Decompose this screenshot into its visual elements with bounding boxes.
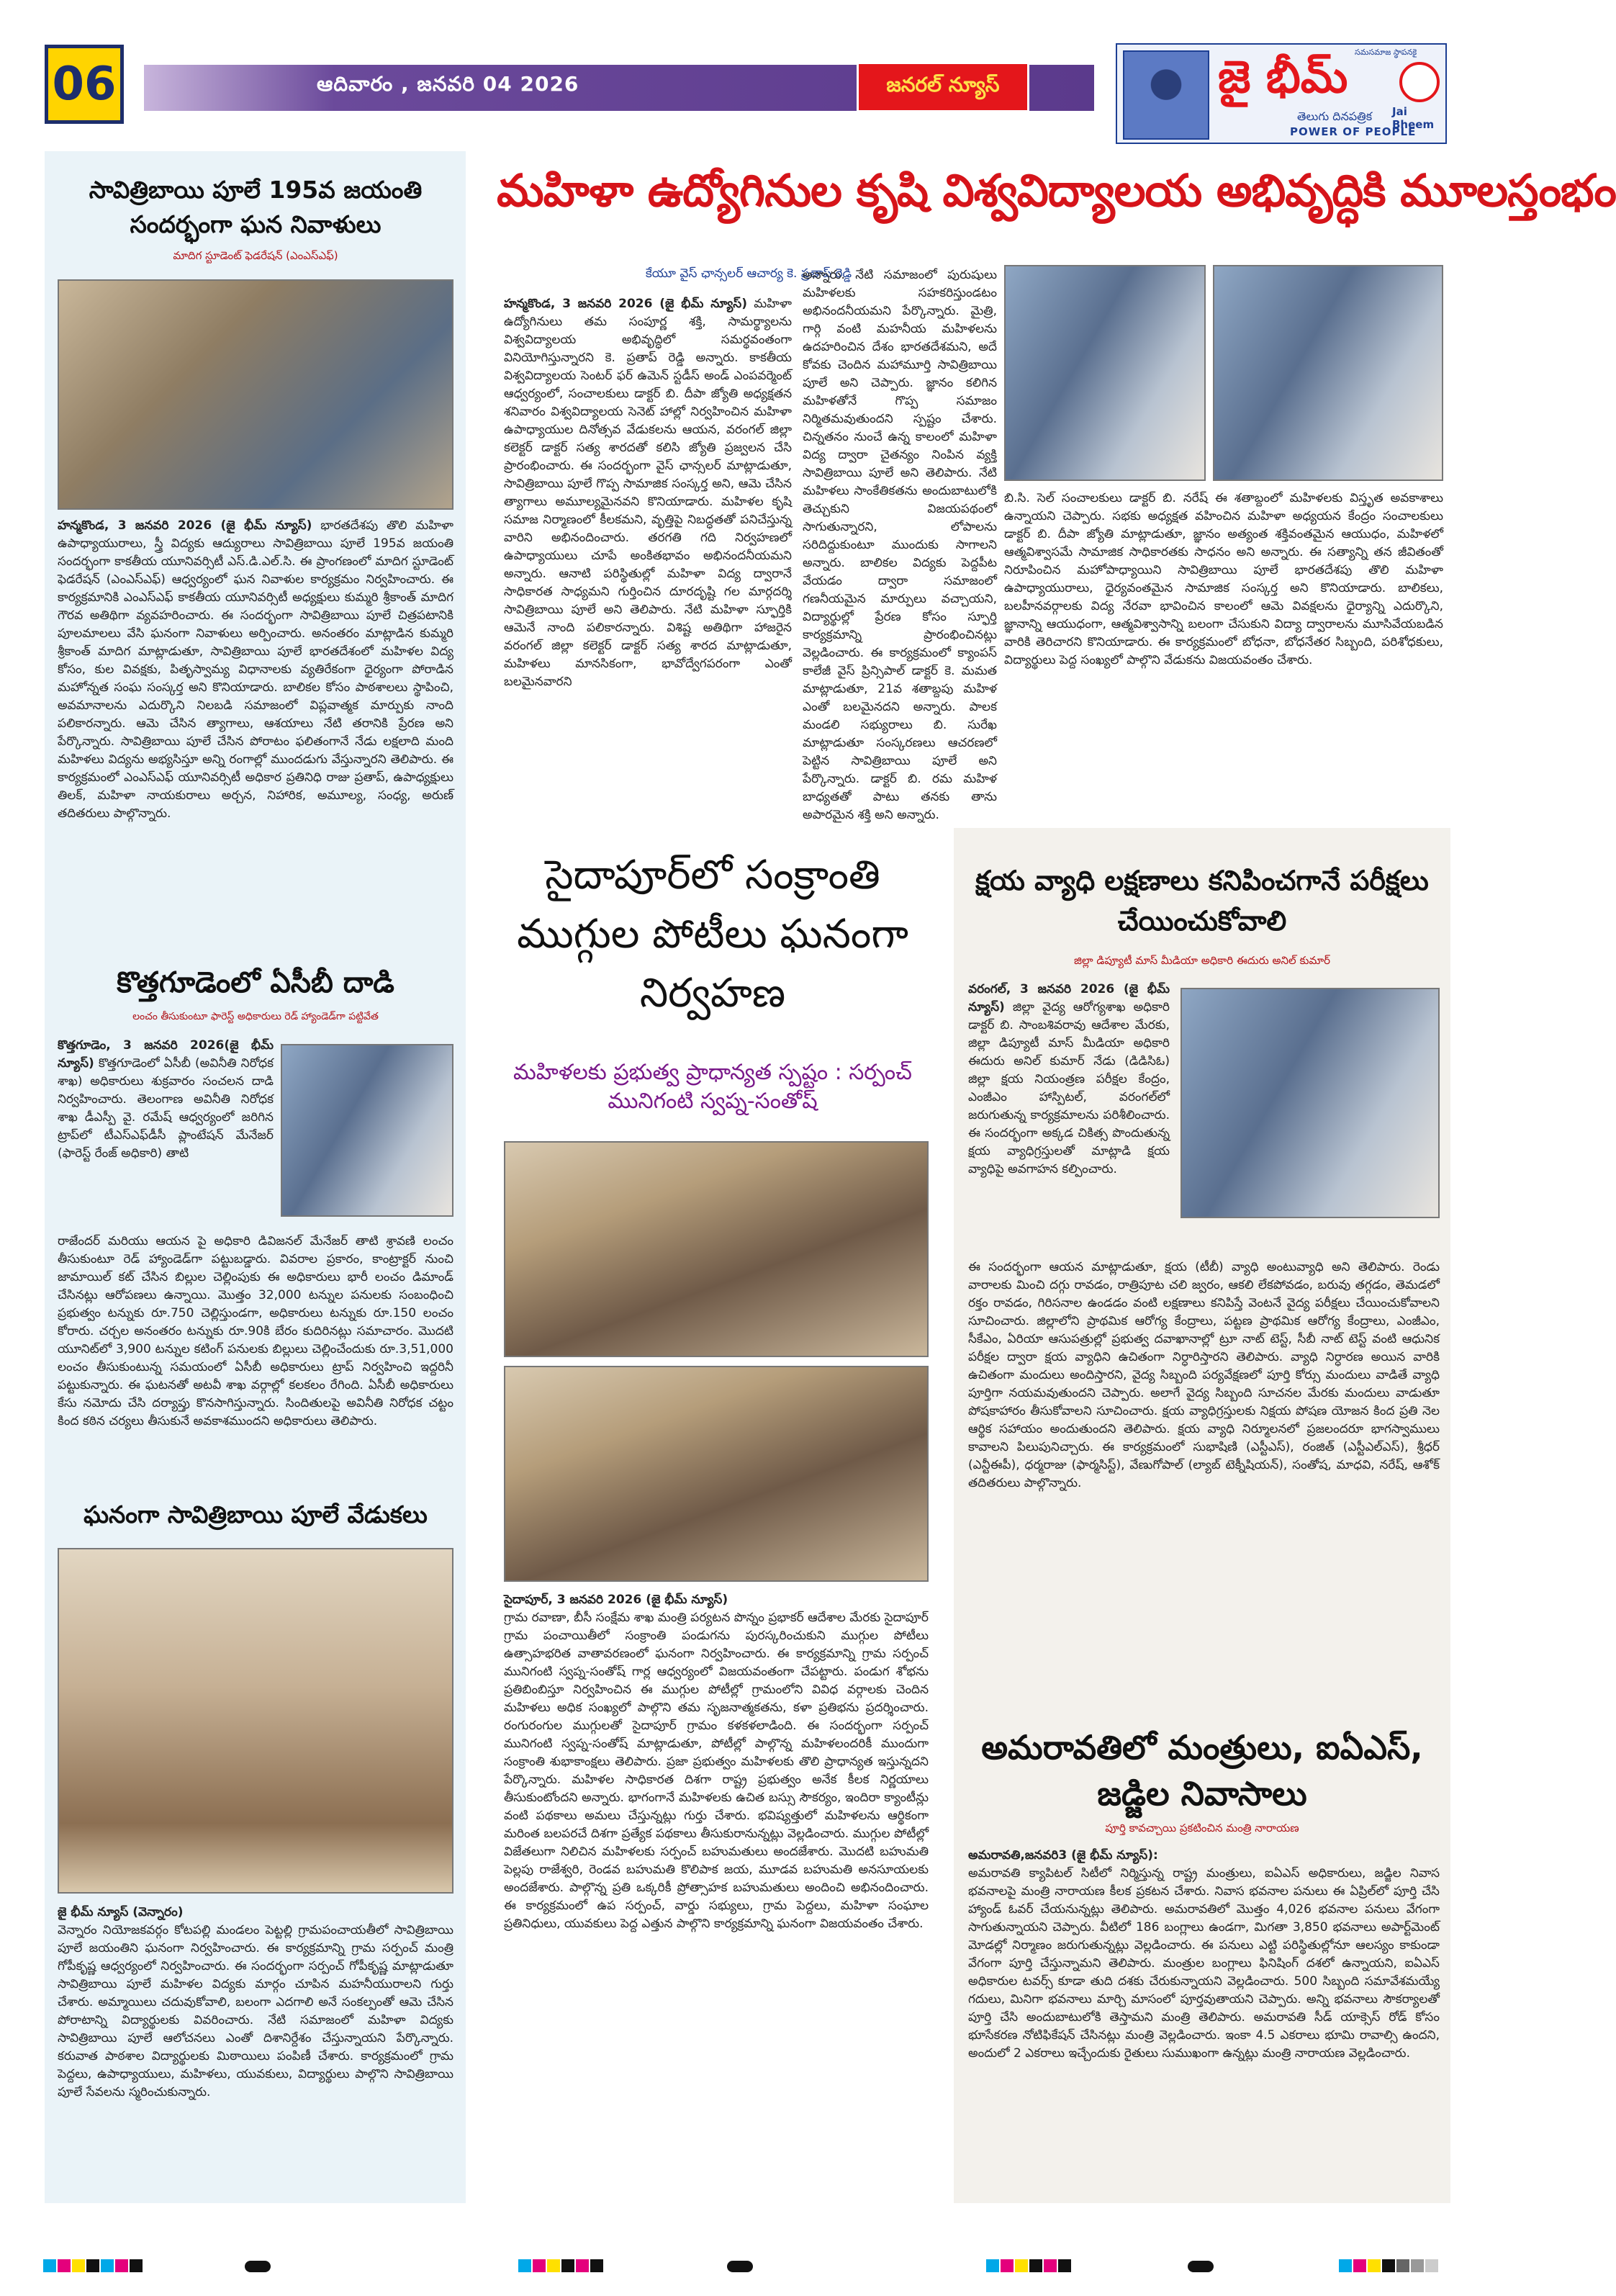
tb-photo (1181, 988, 1440, 1218)
lead-photo-1 (1004, 265, 1206, 481)
sankranti-headline: సైదాపూర్‌లో సంక్రాంతి ముగ్గుల పోటీలు ఘనంగా నిర్వహణ (517, 852, 908, 1017)
registration-marks-center-left (518, 2259, 605, 2275)
page-number: 06 (52, 58, 117, 111)
sankranti-dateline: సైదాపూర్, 3 జనవరి 2026 (జై భీమ్ న్యూస్) (504, 1593, 728, 1607)
savitribai-headline: సావిత్రిబాయి పూలే 195వ జయంతి సందర్భంగా ఘన నివాళులు (89, 176, 423, 238)
amaravati-body: అమరావతి,జనవరి3 (జై భీమ్ న్యూస్): అమరావతి క్యాపిటల్ సిటీలో నిర్మిస్తున్న రాష్ట్ర మంత్రులు, ఐఏఎస్ అధికారులు, జడ్జిల నివాస భవనాలపై మంత్రి నారాయణ కీలక ప్రకటన చేశారు. నివాస భవనాల పనులు ఈ ఏప్రిల్‌లో పూర్తి చేసి హ్యాండ్ ఓవర్ చేయనున్నట్లు తెలిపారు. అమరావతిలో మొత్తం 4,026 భవనాల పనులు వేగంగా సాగుతున్నాయని చెప్పారు. వీటిలో 186 బంగ్లాలు ఉండగా, మిగతా 3,850 భవనాలు అపార్ట్‌మెంట్ మోడల్లో నిర్మాణం జరుగుతున్నట్లు వెల్లడించారు. ఈ పనులు ఎట్టి పరిస్థితుల్లోనూ ఆలస్యం కాకుండా వేగంగా పూర్తి చేస్తున్నామని తెలిపారు. మంత్రుల బంగ్లాలు ఫినిషింగ్ దశలో ఉన్నాయని, ఐఏఎస్ అధికారుల టవర్స్ కూడా తుది దశకు చేరుకున్నాయని వెల్లడించారు. 500 సిబ్బంది సమావేశమయ్యే గదులు, మినిగా భవనాలు మార్చి మాసంలో పూర్తవుతాయని చెప్పారు. అన్ని భవనాలు సౌకర్యాలతో పూర్తి చేసి అందుబాటులోకి తెస్తామని మంత్రి తెలిపారు. అమరావతి సీడ్ యాక్సెస్ రోడ్ కోసం భూసేకరణ నోటిఫికేషన్ చేసినట్లు మంత్రి వెల్లడించారు. ఇంకా 4.5 ఎకరాలు భూమి రావాల్సి ఉందని, అందులో 2 ఎకరాలు ఇచ్చేందుకు రైతులు సుముఖంగా ఉన్నట్లు మంత్రి నారాయణ వెల్లడించారు. (968, 1848, 1440, 2061)
acb-body-top: కొత్తగూడెం, 3 జనవరి 2026(జై భీమ్ న్యూస్) కొత్తగూడెంలో ఏసీబీ (అవినీతి నిరోధక శాఖ) అధికారులు శుక్రవారం సంచలన దాడి నిర్వహించారు. తెలంగాణ అవినీతి నిరోధక శాఖ డీఎస్పీ వై. రమేష్ ఆధ్వర్యంలో జరిగిన ట్రాప్‌లో టీఎస్‌ఎఫ్‌డీసీ ప్లాంటేషన్ మేనేజర్ (ఫారెస్ట్ రేంజ్ అధికారి) తాటి (58, 1038, 274, 1161)
amaravati-dateline: అమరావతి,జనవరి3 (జై భీమ్ న్యూస్): (968, 1848, 1158, 1863)
brand-tagline: POWER OF PEOPLE (1290, 125, 1417, 138)
tb-body: ఈ సందర్భంగా ఆయన మాట్లాడుతూ, క్షయ (టీబీ) వ్యాధి అంటువ్యాధి అని తెలిపారు. రెండు వారాలకు మించి దగ్గు రావడం, రాత్రిపూట చలి జ్వరం, ఆకలి లేకపోవడం, బరువు తగ్గడం, తెమడలో రక్తం రావడం, గిరిసనాల ఉండడం వంటి లక్షణాలు కనిపిస్తే వెంటనే వైద్య పరీక్షలు చేయించుకోవాలని సూచించారు. జిల్లాలోని ప్రాథమిక ఆరోగ్య కేంద్రాలు, పట్టణ ప్రాథమిక ఆరోగ్య కేంద్రాలు, ఎంజీఎం, సీకేఎం, ఏరియా ఆసుపత్రుల్లో ప్రభుత్వ దవాఖానాల్లో ట్రూ నాట్ టెస్ట్, సీబీ నాట్ టెస్ట్ వంటి ఆధునిక పరీక్షల ద్వారా క్షయ వ్యాధిని ఉచితంగా నిర్ధారిస్తారని తెలిపారు. వ్యాధి నిర్ధారణ అయిన వారికి ఉచితంగా మందులు అందిస్తారని, వైద్య సిబ్బంది పర్యవేక్షణలో పూర్తి కోర్సు మందులు వాడితే వ్యాధి పూర్తిగా నయమవుతుందని చెప్పారు. అలాగే వైద్య సిబ్బంది సూచనల మేరకు మందులు వాడుతూ పోషకాహారం తీసుకోవాలని సూచించారు. క్షయ వ్యాధిగ్రస్తులకు నిక్షయ పోషణ యోజన కింద ప్రతి నెల ఆర్థిక సహాయం అందుతుందని తెలిపారు. క్షయ వ్యాధి నిర్మూలనలో ప్రజలందరూ భాగస్వాములు కావాలని పిలుపునిచ్చారు. ఈ కార్యక్రమంలో సుభాషిణి (ఎస్టీఎస్), రంజిత్ (ఎస్టీఎల్ఎస్), శ్రీధర్ (ఎన్టీఈపీ), ధర్మరాజు (ఫార్మసిస్ట్), వేణుగోపాల్ (ల్యాబ్ టెక్నీషియన్), సంతోష, మాధవి, నరేష్, ఆశోక్ తదితరులు పాల్గొన్నారు. (968, 1260, 1440, 1490)
savitribai-byline: మాదిగ స్టూడెంట్ ఫెడరేషన్ (ఎంఎస్ఎఫ్) (173, 249, 338, 262)
registration-pill-1 (245, 2261, 271, 2275)
lead-headline: మహిళా ఉద్యోగినుల కృషి విశ్వవిద్యాలయ అభివృద్ధికి మూలస్తంభం (497, 164, 1616, 217)
acb-byline: లంచం తీసుకుంటూ ఫారెస్ట్ అధికారులు రెడ్ హ్యాండెడ్‌గా పట్టివేత (132, 1011, 379, 1022)
savitribai-dateline: హన్మకొండ, 3 జనవరి 2026 (జై భీమ్ న్యూస్) (58, 518, 312, 533)
acb-dateline: కొత్తగూడెం, 3 జనవరి 2026(జై భీమ్ న్యూస్) (58, 1038, 274, 1071)
sankranti-subhead: మహిళలకు ప్రభుత్వ ప్రాధాన్యత స్పష్టం : సర్పంచ్ మునిగంటి స్వప్న-సంతోష్ (513, 1060, 912, 1114)
date-line: ఆదివారం , జనవరి 04 2026 (317, 72, 579, 96)
registration-pill-2 (727, 2261, 753, 2275)
registration-marks-left (43, 2259, 144, 2275)
registration-marks-center-right (986, 2259, 1073, 2275)
sankranti-photo-2 (504, 1366, 929, 1582)
registration-pill-3 (1188, 2261, 1214, 2275)
brand-motto: సమసమాజ స్థాపనకై (1355, 48, 1417, 57)
lead-photo-2 (1213, 265, 1443, 481)
brand-name-en: Jai Bheem (1392, 105, 1435, 131)
tb-body-top: వరంగల్, 3 జనవరి 2026 (జై భీమ్ న్యూస్) జిల్లా వైద్య ఆరోగ్యశాఖ అధికారి డాక్టర్ బి. సాంబశివరావు ఆదేశాల మేరకు, జిల్లా డిప్యూటీ మాస్ మీడియా అధికారి ఈదురు అనిల్ కుమార్ నేడు (డిడిసిఓ) జిల్లా క్షయ నియంత్రణ పరీక్షల కేంద్రం, ఎంజీఎం హాస్పిటల్, వరంగల్‌లో జరుగుతున్న కార్యక్రమాలను పరిశీలించారు. ఈ సందర్భంగా అక్కడ చికిత్స పొందుతున్న క్షయ వ్యాధిగ్రస్తులతో మాట్లాడి క్షయ వ్యాధిపై అవగాహన కల్పించారు. (968, 982, 1170, 1176)
lead-col1: హన్మకొండ, 3 జనవరి 2026 (జై భీమ్ న్యూస్) మహిళా ఉద్యోగినులు తమ సంపూర్ణ శక్తి, సామర్థ్యాలను విశ్వవిద్యాలయ అభివృద్ధిలో సమర్థవంతంగా వినియోగిస్తున్నారని కె. ప్రతాప్ రెడ్డి అన్నారు. కాకతీయ విశ్వవిద్యాలయ సెంటర్ ఫర్ ఉమెన్ స్టడీస్ అండ్ ఎంపవర్మెంట్ ఆధ్వర్యంలో, సంచాలకులు డాక్టర్ బి. దీపా జ్యోతి అధ్యక్షతన శనివారం విశ్వవిద్యాలయ సెనెట్ హాల్లో నిర్వహించిన మహిళా ఉపాధ్యాయుల దినోత్సవ వేడుకలను ఆయన, వరంగల్ జిల్లా కలెక్టర్ డాక్టర్ సత్య శారదతో కలిసి జ్యోతి ప్రజ్వలన చేసి ప్రారంభించారు. ఈ సందర్భంగా వైస్ ఛాన్సలర్ మాట్లాడుతూ, సావిత్రిబాయి పూలే గొప్ప సామాజిక సంస్కర్త అని, ఆమె చేసిన త్యాగాలు అమూల్యమైనవని కొనియాడారు. మహిళల కృషి సమాజ నిర్మాణంలో కీలకమని, వృత్తిపై నిబద్ధతతో పనిచేస్తున్న వారిని అభినందించారు. తరగతి గది నిర్వహణలో ఉపాధ్యాయులు చూపే అంకితభావం అభినందనీయమని అన్నారు. ఆనాటి పరిస్థితుల్లో మహిళా విద్య ద్వారానే సాధికారత సాధ్యమని గుర్తించిన దూరదృష్టి గల మార్గదర్శి సావిత్రిబాయి పూలే అని తెలిపారు. నేటి మహిళా స్ఫూర్తికి ఆమెనే నాంది పలికారన్నారు. విశిష్ట అతిథిగా హాజరైన వరంగల్ జిల్లా కలెక్టర్ డాక్టర్ సత్య శారద మాట్లాడుతూ, మహిళలు మానసికంగా, భావోద్వేగపరంగా ఎంతో బలమైనవారని (504, 297, 792, 689)
savitribai-photo (58, 279, 453, 510)
savitribai-body: హన్మకొండ, 3 జనవరి 2026 (జై భీమ్ న్యూస్) భారతదేశపు తొలి మహిళా ఉపాధ్యాయురాలు, స్త్రీ విద్యకు ఆద్యురాలు సావిత్రిబాయి పూలే 195వ జయంతి సందర్భంగా కాకతీయ యూనివర్సిటీ ఎస్.డి.ఎల్.సి. ఈ ప్రాంగణంలో మాదిగ స్టూడెంట్ ఫెడరేషన్ (ఎంఎస్ఎఫ్) ఆధ్వర్యంలో ఘన నివాళుల కార్యక్రమం నిర్వహించారు. ఈ కార్యక్రమానికి ఎంఎస్ఎఫ్ కాకతీయ యూనివర్సిటీ అధ్యక్షులు కుమ్మరి శ్రీకాంత్ మాదిగ గౌరవ అతిథిగా వ్యవహరించారు. ఈ సందర్భంగా సావిత్రిబాయి పూలే చిత్రపటానికి పూలమాలలు వేసి ఘనంగా నివాళులు అర్పించారు. అనంతరం మాట్లాడిన కుమ్మరి శ్రీకాంత్ మాదిగ మాట్లాడుతూ, సావిత్రిబాయి పూలే భారతదేశంలో మహిళల విద్య కోసం, కుల వివక్షకు, పితృస్వామ్య విధానాలకు వ్యతిరేకంగా ధైర్యంగా పోరాడిన మహోన్నత సంఘ సంస్కర్త అని కొనియాడారు. బాలికల కోసం పాఠశాలలు స్థాపించి, అవమానాలను ఎదుర్కొని నిలబడి సమాజంలో విప్లవాత్మక మార్పుకు నాంది పలికారన్నారు. ఆమె చేసిన త్యాగాలు, ఆశయాలు నేటి తరానికి ప్రేరణ అని పేర్కొన్నారు. సావిత్రిబాయి పూలే చేసిన పోరాటం ఫలితంగానే నేడు లక్షలాది మంది మహిళలు విద్యను అభ్యసిస్తూ అన్ని రంగాల్లో ముందడుగు వేస్తున్నారని తెలిపారు. ఈ కార్యక్రమంలో ఎంఎస్ఎఫ్ యూనివర్సిటీ అధికార ప్రతినిధి రాజు ప్రతాప్, ఉపాధ్యక్షులు తిలక్, మహిళా నాయకురాలు అర్చన, నిహారిక, అమూల్య, సంధ్య, అరుణ్ తదితరులు పాల్గొన్నారు. (58, 518, 453, 821)
registration-marks-right (1339, 2259, 1440, 2275)
page-number-box (45, 45, 124, 124)
lead-col3: బి.సి. సెల్ సంచాలకులు డాక్టర్ బి. నరేష్ ఈ శతాబ్దంలో మహిళలకు విస్తృత అవకాశాలు ఉన్నాయని చెప్పారు. సభకు అధ్యక్షత వహించిన మహిళా అధ్యయన కేంద్రం సంచాలకులు డాక్టర్ బి. దీపా జ్యోతి మాట్లాడుతూ, జ్ఞానం అత్యంత శక్తివంతమైన ఆయుధం, మహిళలో ఆత్మవిశ్వాసమే సామాజిక సాధికారతకు సాధనం అని అన్నారు. ఈ సత్యాన్ని తన జీవితంతో నిరూపించిన మహోపాధ్యాయిని సావిత్రిబాయి పూలే భారతదేశపు తొలి మహిళా ఉపాధ్యాయురాలు, ధైర్యవంతమైన సామాజిక సంస్కర్త అని కొనియాడారు. బాలికలు, బలహీనవర్గాలకు విద్య నేరవా భావించిన కాలంలో ఆమె వివక్షలను ధైర్యాన్ని ఎదుర్కొని, జ్ఞానాన్ని ఆయుధంగా, ఆత్మవిశ్వాసాన్ని బలంగా చేసుకుని విద్యా ద్వారాలను మూసివేయబడిన వారికి తెరిచారని కొనియాడారు. ఈ కార్యక్రమంలో బోధనా, బోధనేతర సిబ్బంది, పరిశోధకులు, విద్యార్థులు పెద్ద సంఖ్యలో పాల్గొని వేడుకను విజయవంతం చేశారు. (1004, 491, 1443, 667)
amaravati-headline: అమరావతిలో మంత్రులు, ఐఏఎస్, జడ్జిల నివాసాలు (981, 1728, 1423, 1813)
brand-name: జై భీమ్ (1218, 50, 1348, 103)
sankranti-photo-1 (504, 1141, 929, 1357)
acb-headline: కొత్తగూడెంలో ఏసీబీ దాడి (117, 966, 394, 999)
page-header (0, 0, 1488, 151)
amaravati-byline: పూర్తి కావచ్చాయి ప్రకటించిన మంత్రి నారాయణ (1105, 1822, 1299, 1834)
lead-byline: కేయూ వైస్ ఛాన్సలర్ ఆచార్య కె. ప్రతాప్ రెడ్డి (645, 266, 852, 281)
tb-headline: క్షయ వ్యాధి లక్షణాలు కనిపించగానే పరీక్షలు చేయించుకోవాలి (975, 865, 1429, 937)
tb-dateline: వరంగల్, 3 జనవరి 2026 (జై భీమ్ న్యూస్) (968, 982, 1170, 1014)
lead-col2: అన్నారు. నేటి సమాజంలో పురుషులు మహిళలకు సహకరిస్తుండటం అభినందనీయమని పేర్కొన్నారు. మైత్రి, గార్గి వంటి మహనీయ మహిళలను ఉదహరించిన దేశం భారతదేశమని, అదే కోవకు చెందిన మహామూర్తి సావిత్రిబాయి పూలే అని చెప్పారు. జ్ఞానం కలిగిన మహిళతోనే గొప్ప సమాజం నిర్మితమవుతుందని స్పష్టం చేశారు. చిన్నతనం నుంచే ఉన్న కాలంలో మహిళా విద్య ద్వారా చైతన్యం నింపిన వ్యక్తి సావిత్రిబాయి పూలే అని తెలిపారు. నేటి మహిళలు సాంకేతికతను అందుబాటులోకి తెచ్చుకుని విజయపథంలో సాగుతున్నారని, లోపాలను సరిదిద్దుకుంటూ ముందుకు సాగాలని అన్నారు. బాలికల విద్యకు పెద్దపీట వేయడం ద్వారా సమాజంలో గణనీయమైన మార్పులు వచ్చాయని, విద్యార్థుల్లో ప్రేరణ కోసం స్ఫూర్తి కార్యక్రమాన్ని ప్రారంభించినట్లు వెల్లడించారు. ఈ కార్యక్రమంలో క్యాంపస్ కాలేజీ వైస్ ప్రిన్సిపాల్ డాక్టర్ కె. మమత మాట్లాడుతూ, 21వ శతాబ్దపు మహిళ ఎంతో బలమైనదని అన్నారు. పాలక మండలి సభ్యురాలు బి. సురేఖ మాట్లాడుతూ సంస్కరణలు ఆచరణలో పెట్టిన సావిత్రిబాయి పూలే అని పేర్కొన్నారు. డాక్టర్ బి. రమ మహిళ బాధ్యతతో పాటు తనకు తాను అపారమైన శక్తి అని అన్నారు. (803, 268, 997, 822)
brand-subtagline: తెలుగు దినపత్రిక (1297, 109, 1373, 123)
sankranti-body: సైదాపూర్, 3 జనవరి 2026 (జై భీమ్ న్యూస్) గ్రామ రవాణా, బీసీ సంక్షేమ శాఖ మంత్రి పర్యటన పొన్నం ప్రభాకర్ ఆదేశాల మేరకు సైదాపూర్ గ్రామ పంచాయితీలో సంక్రాంతి పండుగను పురస్కరించుకుని ముగ్గుల పోటీలు ఉత్సాహభరిత వాతావరణంలో ఘనంగా నిర్వహించారు. ఈ కార్యక్రమాన్ని గ్రామ సర్పంచ్ మునిగంటి స్వప్న-సంతోష్ గార్ల ఆధ్వర్యంలో విజయవంతంగా చేపట్టారు. పండుగ శోభను ప్రతిబింబిస్తూ నిర్వహించిన ఈ ముగ్గుల పోటీల్లో గ్రామంలోని వివిధ వర్గాలకు చెందిన మహిళలు అధిక సంఖ్యలో పాల్గొని తమ సృజనాత్మకతను, కళా ప్రతిభను ప్రదర్శించారు. రంగురంగుల ముగ్గులతో సైదాపూర్ గ్రామం కళకళలాడింది. ఈ సందర్భంగా సర్పంచ్ మునిగంటి స్వప్న-సంతోష్ మాట్లాడుతూ, పోటీల్లో పాల్గొన్న మహిళలందరికీ ముందుగా సంక్రాంతి శుభాకాంక్షలు తెలిపారు. ప్రజా ప్రభుత్వం మహిళలకు తొలి ప్రాధాన్యత ఇస్తున్నదని పేర్కొన్నారు. మహిళల సాధికారత దిశగా రాష్ట్ర ప్రభుత్వం అనేక కీలక నిర్ణయాలు తీసుకుంటోందని అన్నారు. భాగంగానే మహిళలకు ఉచిత బస్సు సౌకర్యం, ఇందిరా క్యాంటీన్లు వంటి పథకాలు అమలు చేస్తున్నట్లు గుర్తు చేశారు. భవిష్యత్తులో మహిళలను ఆర్థికంగా మరింత బలపరచే దిశగా ప్రత్యేక పథకాలు తీసుకురానున్నట్లు వెల్లడించారు. ముగ్గుల పోటీల్లో విజేతలుగా నిలిచిన మహిళలకు సర్పంచ్ బహుమతులు అందజేశారు. మొదటి బహుమతి పెల్లపు రాజేశ్వరి, రెండవ బహుమతి కొలిపాక జయ, మూడవ బహుమతి అనసూయలకు అందజేశారు. పాల్గొన్న ప్రతి ఒక్కరికీ ప్రోత్సాహక బహుమతులు అందించి అభినందించారు. ఈ కార్యక్రమంలో ఉప సర్పంచ్, వార్డు సభ్యులు, గ్రామ పెద్దలు, మహిళా సంఘాల ప్రతినిధులు, యువకులు పెద్ద ఎత్తున పాల్గొని కార్యక్రమాన్ని ఘనంగా విజయవంతం చేశారు. (504, 1593, 929, 1931)
brand-block (1116, 43, 1447, 144)
acb-photo (281, 1044, 453, 1217)
celebration-dateline: జై భీమ్ న్యూస్ (వెన్నారం) (58, 1905, 184, 1919)
lead-dateline: హన్మకొండ, 3 జనవరి 2026 (జై భీమ్ న్యూస్) (504, 297, 747, 311)
celebration-photo (58, 1548, 453, 1894)
celebration-body: జై భీమ్ న్యూస్ (వెన్నారం) వెన్నారం నియోజకవర్గం కోటపల్లి మండలం పెట్టల్లి గ్రామపంచాయతీలో సావిత్రిబాయి పూలే జయంతిని ఘనంగా నిర్వహించారు. ఈ కార్యక్రమాన్ని గ్రామ సర్పంచ్ మంత్రి గోపీకృష్ణ ఆధ్వర్యంలో నిర్వహించారు. ఈ సందర్భంగా సర్పంచ్ గోపీకృష్ణ మాట్లాడుతూ సావిత్రిబాయి పూలే మహిళల విద్యకు మార్గం చూపిన మహనీయురాలని గుర్తు చేశారు. అమ్మాయిలు చదువుకోవాలి, బలంగా ఎదగాలి అనే సంకల్పంతో ఆమె చేసిన పోరాటాన్ని విద్యార్థులకు వివరించారు. నేటి సమాజంలో మహిళా విద్యకు సావిత్రిబాయి పూలే ఆలోచనలు ఎంతో దిశానిర్దేశం చేస్తున్నాయని పేర్కొన్నారు. కరువాత పాఠశాల విద్యార్థులకు మిఠాయిలు పంపిణీ చేశారు. కార్యక్రమంలో గ్రామ పెద్దలు, ఉపాధ్యాయులు, మహిళలు, యువకులు, విద్యార్థులు పాల్గొని సావిత్రిబాయి పూలే సేవలను స్మరించుకున్నారు. (58, 1905, 453, 2099)
tb-byline: జిల్లా డిప్యూటీ మాస్ మీడియా అధికారి ఈదురు అనిల్ కుమార్ (1073, 954, 1331, 967)
acb-body: రాజేందర్ మరియు ఆయన పై అధికారి డివిజనల్ మేనేజర్ తాటి శ్రావణి లంచం తీసుకుంటూ రెడ్ హ్యాండెడ్‌గా పట్టుబడ్డారు. వివరాల ప్రకారం, కాంట్రాక్టర్ నుంచి జామాయిల్ కట్ చేసిన బిల్లుల చెల్లింపుకు ఈ అధికారులు భారీ లంచం డిమాండ్ చేసినట్లు ఆరోపణలు ఉన్నాయి. మొత్తం 32,000 టన్నుల పనులకు సంబంధించి ప్రభుత్వం టన్నుకు రూ.750 చెల్లిస్తుండగా, అధికారులు టన్నుకు రూ.150 లంచం కోరారు. చర్చల అనంతరం టన్నుకు రూ.90కి బేరం కుదిరినట్లు సమాచారం. మొదటి యూనిట్‌లో 3,900 టన్నుల కటింగ్ పనులకు బిల్లులు చెల్లించేందుకు రూ.3,51,000 లంచం తీసుకుంటున్న సమయంలో ఏసీబీ అధికారులు ట్రాప్ నిర్వహించి ఇద్దరినీ పట్టుకున్నారు. ఈ ఘటనతో అటవీ శాఖ వర్గాల్లో కలకలం రేగింది. ఏసీబీ అధికారులు కేసు నమోదు చేసి దర్యాప్తు కొనసాగిస్తున్నారు. సిందితులపై అవినీతి నిరోధక చట్టం కింద కఠిన చర్యలు తీసుకునే అవకాశముందని అధికారులు తెలిపారు. (58, 1234, 453, 1428)
section-label: జనరల్ న్యూస్ (857, 62, 1029, 112)
brand-logo-icon (1399, 62, 1440, 102)
celebration-headline: ఘనంగా సావిత్రిబాయి పూలే వేడుకలు (83, 1500, 428, 1529)
ambedkar-portrait-icon (1123, 50, 1209, 140)
